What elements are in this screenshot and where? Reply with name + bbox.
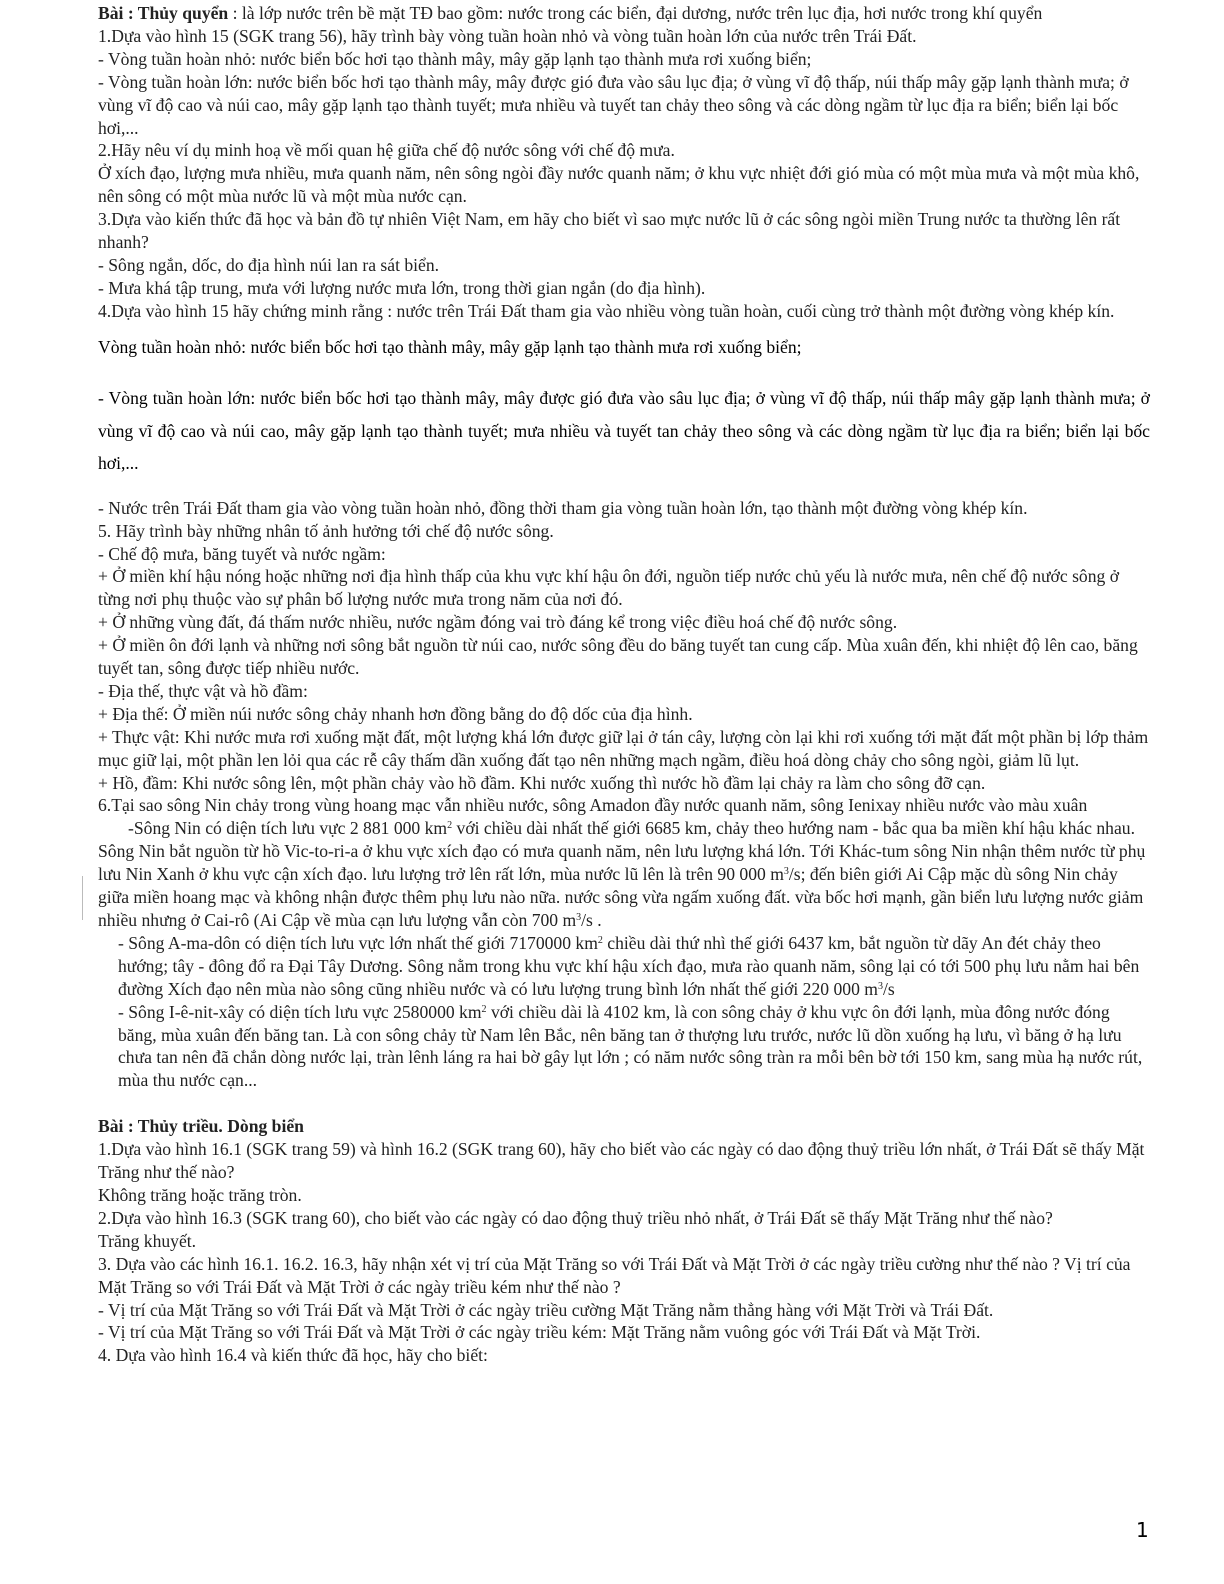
section-thuy-quyen: [98, 2, 1150, 323]
factor-2: - Địa thế, thực vật và hồ đầm:: [98, 680, 308, 701]
section-tides: [98, 1115, 1150, 1367]
document-page: [98, 0, 1150, 1367]
factor-1c: + Ở miền ôn đới lạnh và những nơi sông bắt nguồn từ núi cao, nước sông đều do băng tuyết tan cung cấp. Mùa xuân đến, khi nhiệt độ lên cao, băng tuyết tan, sông được tiếp nhiều nước.: [98, 635, 1138, 679]
factor-1a: + Ở miền khí hậu nóng hoặc những nơi địa hình thấp của khu vực khí hậu ôn đới, nguồn tiếp nước chủ yếu là nước mưa, nên chế độ nước sông ở từng nơi phụ thuộc vào sự phân bố lượng nước mưa trong năm của nơi đó.: [98, 566, 1120, 610]
question-3: 3.Dựa vào kiến thức đã học và bản đồ tự nhiên Việt Nam, em hãy cho biết vì sao mực nước lũ ở các sông ngòi miền Trung nước ta thường lên rất nhanh?: [98, 209, 1121, 253]
margin-mark: [82, 876, 83, 920]
tide-question-3: 3. Dựa vào các hình 16.1. 16.2. 16.3, hãy nhận xét vị trí của Mặt Trăng so với Trái Đất và Mặt Trời ở các ngày triều cường như thế nào ? Vị trí của Mặt Trăng so với Trái Đất và Mặt Trời ở các ngày triều kém như thế nào ?: [98, 1253, 1131, 1297]
question-2: 2.Hãy nêu ví dụ minh hoạ về mối quan hệ giữa chế độ nước sông với chế độ mưa.: [98, 140, 675, 161]
answer-1a: - Vòng tuần hoàn nhỏ: nước biển bốc hơi tạo thành mây, mây gặp lạnh tạo thành mưa rơi xuống biển;: [98, 48, 812, 69]
factor-1: - Chế độ mưa, băng tuyết và nước ngầm:: [98, 543, 386, 564]
answer-3b: - Mưa khá tập trung, mưa với lượng nước mưa lớn, trong thời gian ngắn (do địa hình).: [98, 277, 706, 298]
question-6: 6.Tại sao sông Nin chảy trong vùng hoang mạc vẫn nhiều nước, sông Amadon đầy nước quanh năm, sông Ienixay nhiều nước vào màu xuân: [98, 795, 1088, 816]
factor-2c: + Hồ, đầm: Khi nước sông lên, một phần chảy vào hồ đầm. Khi nước xuống thì nước hồ đầm lại chảy ra làm cho sông đỡ cạn.: [98, 772, 986, 793]
question-1: 1.Dựa vào hình 15 (SGK trang 56), hãy trình bày vòng tuần hoàn nhỏ và vòng tuần hoàn lớn của nước trên Trái Đất.: [98, 25, 917, 46]
answer-3a: - Sông ngắn, dốc, do địa hình núi lan ra sát biển.: [98, 254, 440, 275]
answer-4-conclusion: - Nước trên Trái Đất tham gia vào vòng tuần hoàn nhỏ, đồng thời tham gia vòng tuần hoàn lớn, tạo thành một đường vòng khép kín.: [98, 497, 1028, 518]
question-4: 4.Dựa vào hình 15 hãy chứng minh rằng : nước trên Trái Đất tham gia vào nhiều vòng tuần hoàn, cuối cùng trở thành một đường vòng khép kín.: [98, 300, 1115, 321]
amazon-paragraph: - Sông A-ma-dôn có diện tích lưu vực lớn nhất thế giới 7170000 $km^2$ chiều dài thứ nhì thế giới 6437 km, bắt nguồn từ dãy An đét chảy theo hướng; tây - đông đổ ra Đại Tây Dương. Sông nằm trong khu vực khí hậu xích đạo, mưa rào quanh năm, sông lại có tới 500 phụ lưu nằm hai bên đường Xích đạo nên mùa nào sông cũng nhiều nước và có lưu lượng trung bình lớn nhất thế giới 220 000 $m^3/s$: [118, 932, 1140, 999]
tide-answer-2: Trăng khuyết.: [98, 1230, 197, 1251]
factor-2a: + Địa thế: Ở miền núi nước sông chảy nhanh hơn đồng bằng do độ dốc của địa hình.: [98, 703, 693, 724]
page-number: 1: [1136, 1518, 1149, 1542]
answer-1b: - Vòng tuần hoàn lớn: nước biển bốc hơi tạo thành mây, mây được gió đưa vào sâu lục địa; ở vùng vĩ độ thấp, núi thấp mây gặp lạnh thành mưa; ở vùng vĩ độ cao và núi cao, mây gặp lạnh tạo thành tuyết; mưa nhiều và tuyết tan chảy theo sông và các dòng ngầm từ lục địa ra biển; biển lại bốc hơi,...: [98, 71, 1129, 138]
answer-2: Ở xích đạo, lượng mưa nhiều, mưa quanh năm, nên sông ngòi đầy nước quanh năm; ở khu vực nhiệt đới gió mùa có một mùa mưa và một mùa khô, nên sông có một mùa nước lũ và một mùa nước cạn.: [98, 163, 1140, 207]
tide-question-2: 2.Dựa vào hình 16.3 (SGK trang 60), cho biết vào các ngày có dao động thuỷ triều nhỏ nhất, ở Trái Đất sẽ thấy Mặt Trăng như thế nào?: [98, 1207, 1053, 1228]
section-rivers: [98, 497, 1150, 1093]
tide-answer-3a: - Vị trí của Mặt Trăng so với Trái Đất và Mặt Trời ở các ngày triều cường Mặt Trăng nằm thẳng hàng với Mặt Trời và Trái Đất.: [98, 1299, 994, 1320]
nile-paragraph-1: -Sông Nin có diện tích lưu vực 2 881 000 $km^2$ với chiều dài nhất thế giới 6685 km, chảy theo hướng nam - bắc qua ba miền khí hậu khác nhau.: [128, 818, 1135, 839]
tide-answer-1: Không trăng hoặc trăng tròn.: [98, 1184, 302, 1205]
section-title-tides: Bài : Thủy triều. Dòng biển: [98, 1116, 304, 1137]
definition-paragraph: Bài : Thủy quyển : là lớp nước trên bề mặt TĐ bao gồm: nước trong các biển, đại dương, nước trên lục địa, hơi nước trong khí quyển: [98, 3, 1043, 23]
factor-1b: + Ở những vùng đất, đá thấm nước nhiều, nước ngầm đóng vai trò đáng kể trong việc điều hoá chế độ nước sông.: [98, 612, 898, 633]
answer-4-block: [98, 331, 1150, 480]
yenisei-paragraph: - Sông I-ê-nit-xây có diện tích lưu vực 2580000 $km^2$ với chiều dài là 4102 km, là con sông chảy ở khu vực ôn đới lạnh, mùa đông nước đóng băng, mùa xuân đến băng tan. Là con sông chảy từ Nam lên Bắc, nên băng tan ở thượng lưu trước, nước lũ dồn xuống hạ lưu, vì băng ở hạ lưu chưa tan nên đã chắn dòng nước lại, tràn lênh láng ra hai bờ gây lụt lớn ; có năm nước sông tràn ra mỗi bên bờ tới 150 km, sang mùa hạ nước rút, mùa thu nước cạn...: [118, 1001, 1143, 1091]
section-title: Bài : Thủy quyển: [98, 3, 229, 23]
question-5: 5. Hãy trình bày những nhân tố ảnh hưởng tới chế độ nước sông.: [98, 520, 554, 541]
tide-question-1: 1.Dựa vào hình 16.1 (SGK trang 59) và hình 16.2 (SGK trang 60), hãy cho biết vào các ngày có dao động thuỷ triều lớn nhất, ở Trái Đất sẽ thấy Mặt Trăng như thế nào?: [98, 1139, 1145, 1183]
answer-4-small-cycle: Vòng tuần hoàn nhỏ: nước biển bốc hơi tạo thành mây, mây gặp lạnh tạo thành mưa rơi xuống biển;: [98, 336, 802, 357]
tide-answer-3b: - Vị trí của Mặt Trăng so với Trái Đất và Mặt Trời ở các ngày triều kém: Mặt Trăng nằm vuông góc với Trái Đất và Mặt Trời.: [98, 1322, 981, 1343]
factor-2b: + Thực vật: Khi nước mưa rơi xuống mặt đất, một lượng khá lớn được giữ lại ở tán cây, lượng còn lại khi rơi xuống tới mặt đất một phần bị lớp thảm mục giữ lại, một phần len lỏi qua các rễ cây thấm dần xuống đất tạo nên những mạch ngầm, điều hoá dòng chảy cho sông ngòi, giảm lũ lụt.: [98, 726, 1149, 770]
answer-4-large-cycle: - Vòng tuần hoàn lớn: nước biển bốc hơi tạo thành mây, mây được gió đưa vào sâu lục địa; ở vùng vĩ độ thấp, núi thấp mây gặp lạnh thành mưa; ở vùng vĩ độ cao và núi cao, mây gặp lạnh tạo thành tuyết; mưa nhiều và tuyết tan chảy theo sông và các dòng ngầm từ lục địa ra biển; biển lại bốc hơi,...: [98, 388, 1150, 474]
tide-question-4: 4. Dựa vào hình 16.4 và kiến thức đã học, hãy cho biết:: [98, 1345, 488, 1366]
nile-paragraph-2: Sông Nin bắt nguồn từ hồ Vic-to-ri-a ở khu vực xích đạo có mưa quanh năm, nên lưu lượng khá lớn. Tới Khác-tum sông Nin nhận thêm nước từ phụ lưu Nin Xanh ở khu vực cận xích đạo. lưu lượng trở lên rất lớn, mùa nước lũ lên là trên 90 000 $m^3/s$; đến biên giới Ai Cập mặc dù sông Nin chảy giữa miền hoang mạc và không nhận được thêm phụ lưu nào nữa. nước sông vừa ngấm xuống đất. vừa bốc hơi mạnh, gần biển lưu lượng nước giảm nhiều nhưng ở Cai-rô (Ai Cập về mùa cạn lưu lượng vẫn còn 700 $m^3/s$ .: [98, 841, 1146, 930]
